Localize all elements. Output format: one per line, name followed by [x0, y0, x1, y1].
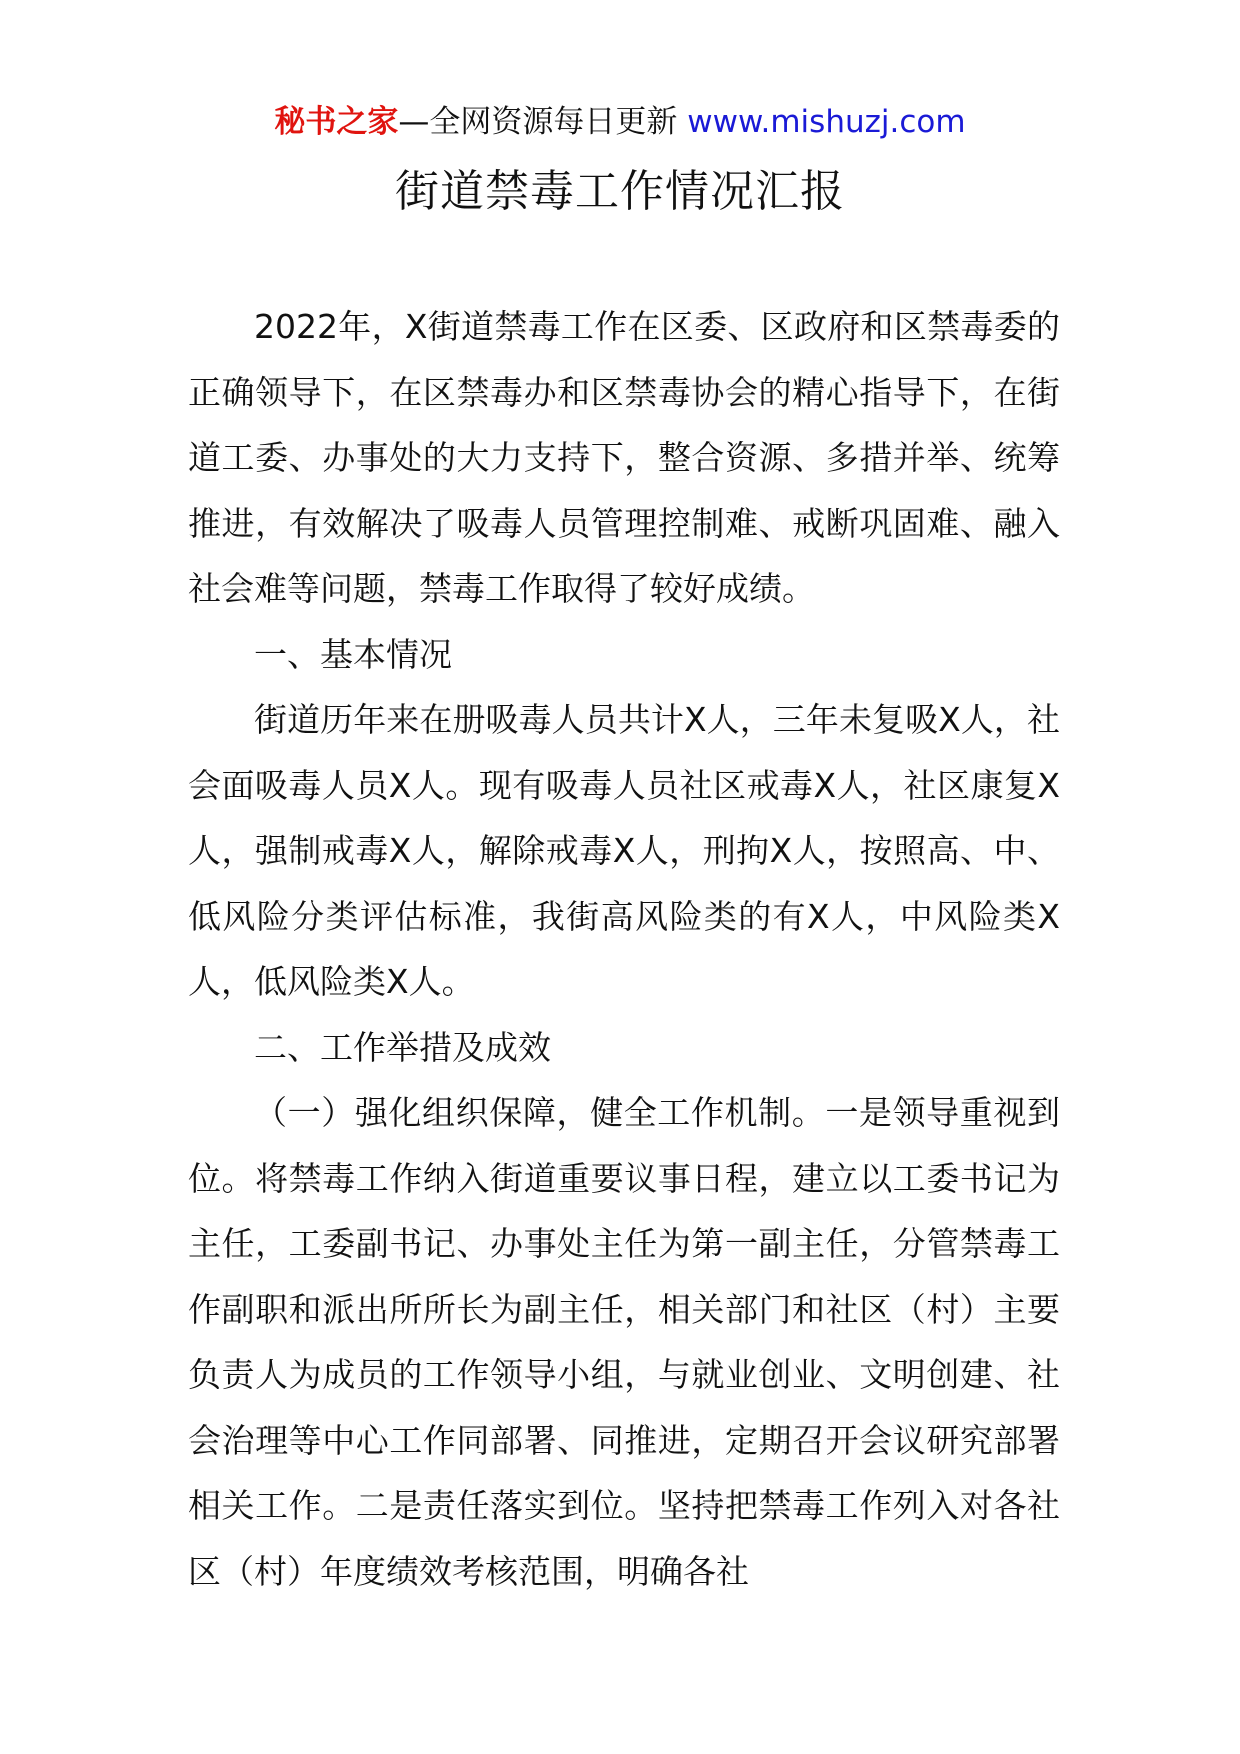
banner-url[interactable]: www.mishuzj.com [687, 104, 966, 140]
paragraph-basic-situation: 街道历年来在册吸毒人员共计X人，三年未复吸X人，社会面吸毒人员X人。现有吸毒人员社区戒毒X人，社区康复X人，强制戒毒X人，解除戒毒X人，刑拘X人，按照高、中、低风险分类评估标准，我街高风险类的有X人，中风险类X人，低风险类X人。 [188, 700, 1060, 1001]
document-title: 街道禁毒工作情况汇报 [395, 166, 845, 217]
paragraph-measures: （一）强化组织保障，健全工作机制。一是领导重视到位。将禁毒工作纳入街道重要议事日程，建立以工委书记为主任，工委副书记、办事处主任为第一副主任，分管禁毒工作副职和派出所所长为副主任，相关部门和社区（村）主要负责人为成员的工作领导小组，与就业创业、文明创建、社会治理等中心工作同部署、同推进，定期召开会议研究部署相关工作。二是责任落实到位。坚持把禁毒工作列入对各社区（村）年度绩效考核范围，明确各社 [188, 1093, 1060, 1591]
site-banner [0, 100, 1240, 144]
paragraph-intro: 2022年，X街道禁毒工作在区委、区政府和区禁毒委的正确领导下，在区禁毒办和区禁毒协会的精心指导下，在街道工委、办事处的大力支持下，整合资源、多措并举、统筹推进，有效解决了吸毒人员管理控制难、戒断巩固难、融入社会难等问题，禁毒工作取得了较好成绩。 [188, 307, 1060, 608]
banner-brand: 秘书之家 [274, 104, 399, 140]
banner-slogan: —全网资源每日更新 [398, 104, 678, 140]
heading-measures: 二、工作举措及成效 [254, 1027, 551, 1067]
document-body [188, 294, 1060, 1604]
heading-basic-situation: 一、基本情况 [254, 634, 452, 674]
